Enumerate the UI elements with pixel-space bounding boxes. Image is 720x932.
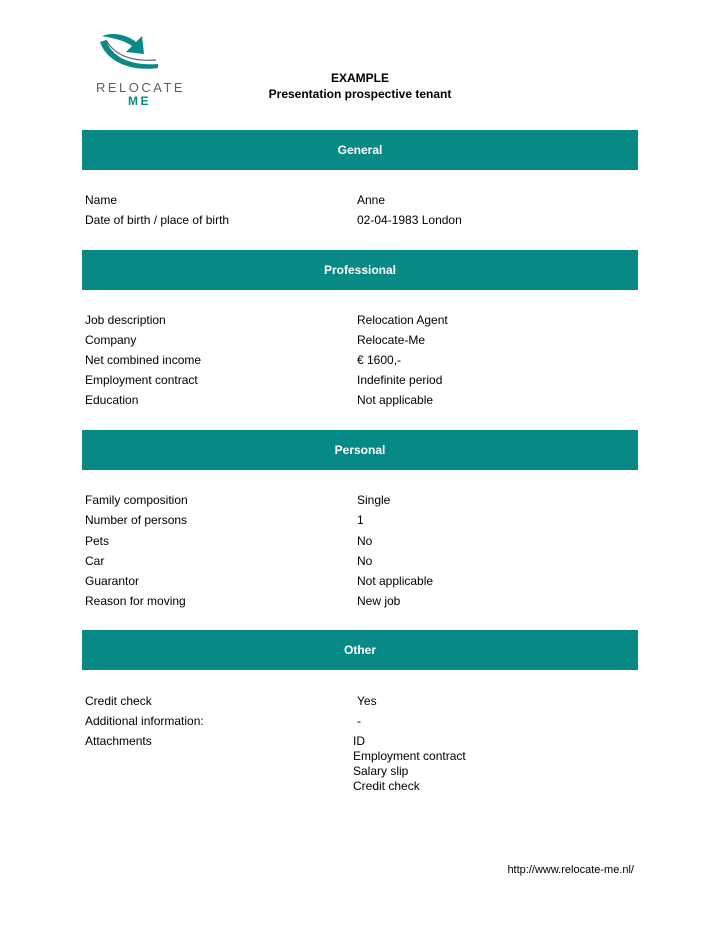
field-value: € 1600,-	[357, 353, 402, 367]
attachments-list	[353, 734, 466, 794]
field-value: New job	[357, 594, 401, 608]
attachment-item: Salary slip	[353, 764, 409, 778]
field-label: Credit check	[85, 694, 152, 708]
field-label: Education	[85, 393, 139, 407]
field-value: Yes	[357, 694, 377, 708]
field-label: Pets	[85, 534, 110, 548]
document-subtitle: Presentation prospective tenant	[268, 87, 452, 101]
field-value: Anne	[357, 193, 386, 207]
field-value: Not applicable	[357, 393, 434, 407]
field-value: Not applicable	[357, 574, 434, 588]
field-label: Number of persons	[85, 513, 188, 527]
attachment-item: Employment contract	[353, 749, 466, 763]
field-value: No	[357, 534, 373, 548]
field-label: Net combined income	[85, 353, 202, 367]
footer-url: http://www.relocate-me.nl/	[507, 864, 634, 876]
field-value: Relocate-Me	[357, 333, 426, 347]
logo-text-relocate: RELOCATE	[96, 80, 186, 95]
field-value: 02-04-1983 London	[357, 213, 462, 227]
document-title: EXAMPLE	[330, 71, 389, 85]
field-label: Date of birth / place of birth	[85, 213, 230, 227]
section-banner-professional: Professional	[82, 250, 638, 290]
company-logo	[92, 30, 202, 110]
field-value: Relocation Agent	[357, 313, 448, 327]
logo-text-me: ME	[128, 94, 151, 108]
field-label: Job description	[85, 313, 166, 327]
field-label: Reason for moving	[85, 594, 186, 608]
field-label: Car	[85, 554, 105, 568]
field-label: Family composition	[85, 493, 188, 507]
field-value: 1	[357, 513, 364, 527]
field-label: Company	[85, 333, 137, 347]
attachment-item: Credit check	[353, 779, 420, 793]
field-label: Name	[85, 193, 118, 207]
attachment-item: ID	[353, 734, 365, 748]
field-value: -	[357, 714, 361, 728]
field-value: No	[357, 554, 373, 568]
field-value: Indefinite period	[357, 373, 443, 387]
field-label: Guarantor	[85, 574, 140, 588]
field-value: Single	[357, 493, 391, 507]
field-label: Attachments	[85, 734, 152, 748]
relocate-arrow-icon	[96, 30, 168, 76]
section-banner-other: Other	[82, 630, 638, 670]
section-banner-general: General	[82, 130, 638, 170]
section-banner-personal: Personal	[82, 430, 638, 470]
field-label: Additional information:	[85, 714, 204, 728]
field-label: Employment contract	[85, 373, 198, 387]
